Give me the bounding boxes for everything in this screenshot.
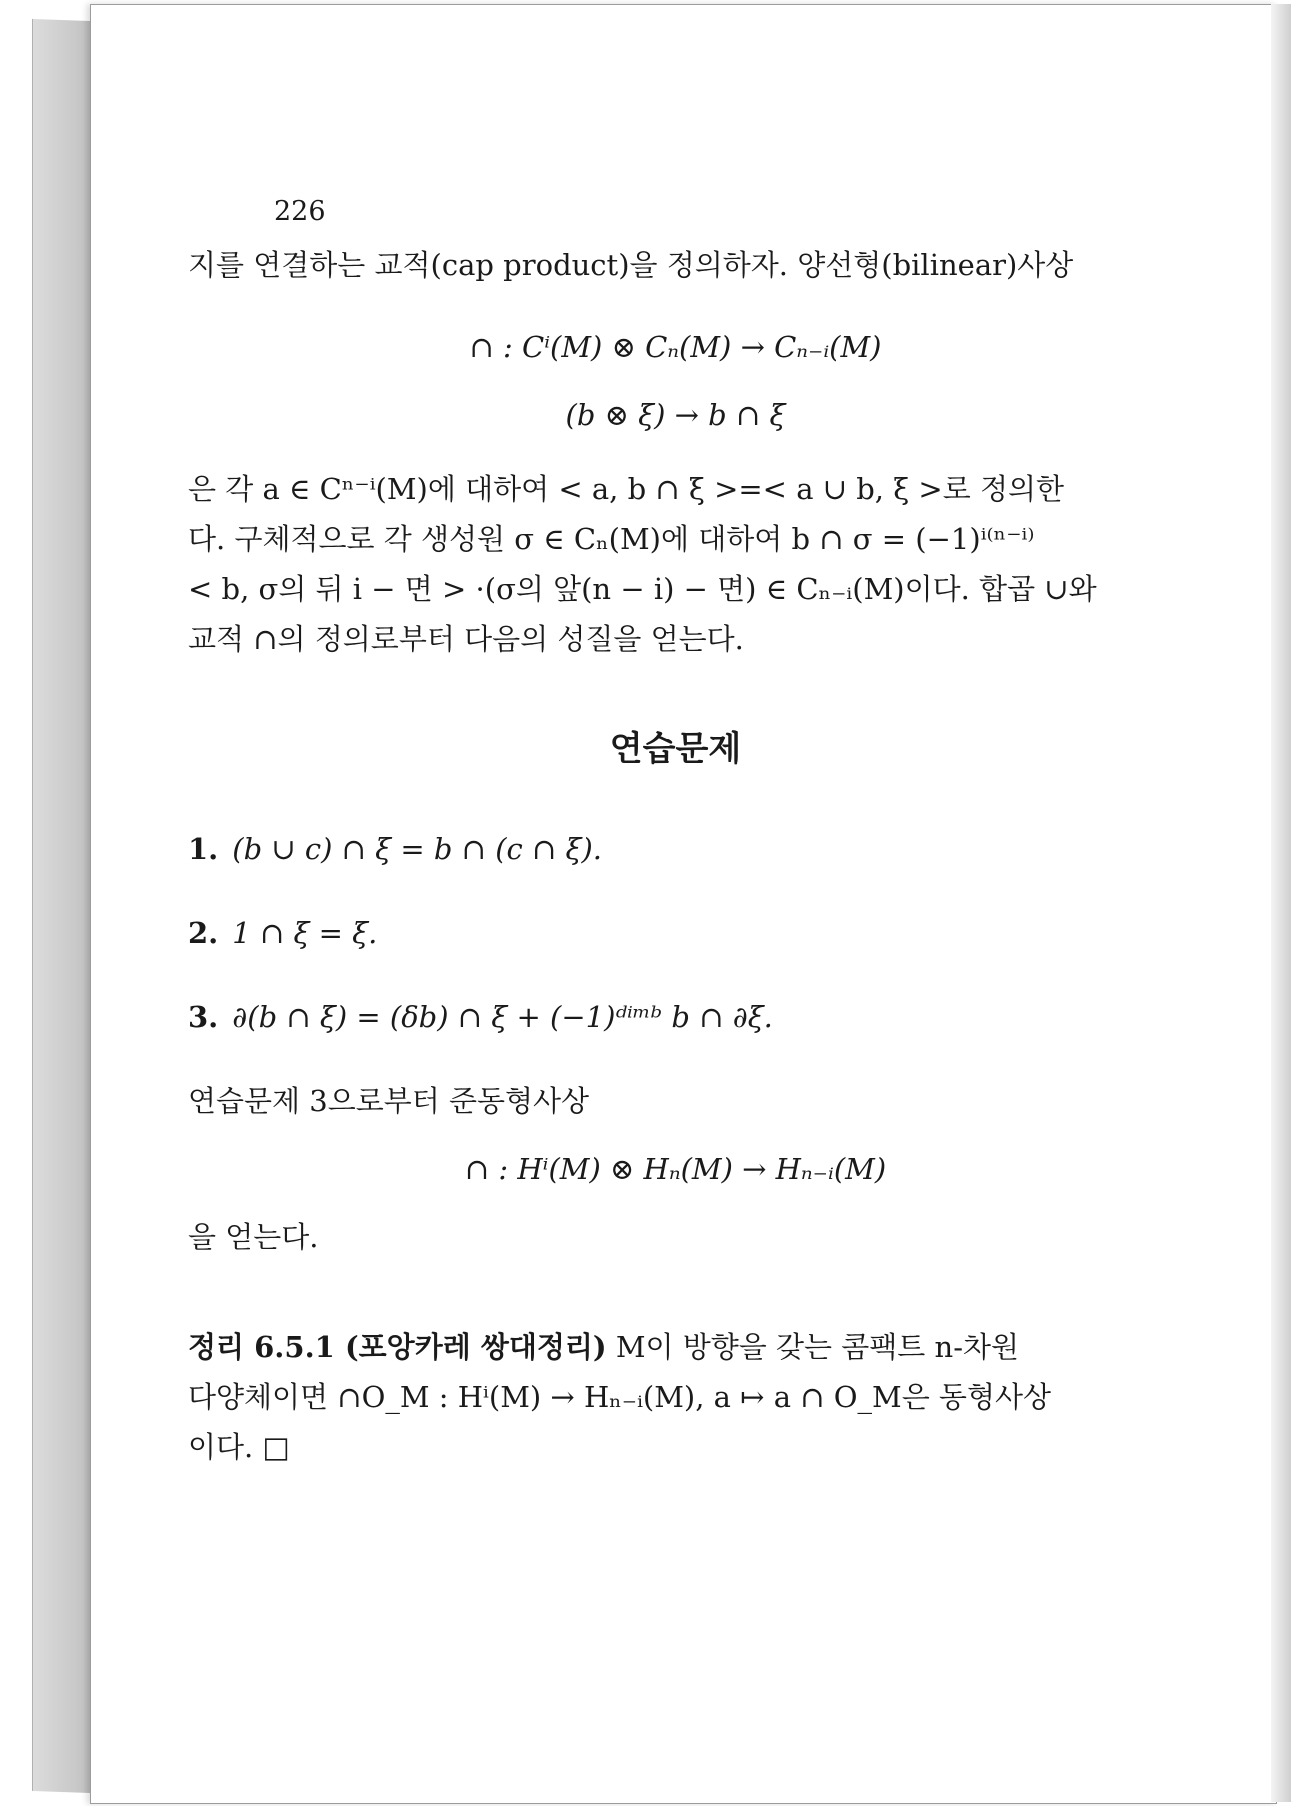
paragraph-2-line-2: 다. 구체적으로 각 생성원 σ ∈ Cₙ(M)에 대하여 b ∩ σ = (−1)ⁱ⁽ⁿ⁻ⁱ⁾ xyxy=(188,522,1035,556)
exercise-text: ∂(b ∩ ξ) = (δb) ∩ ξ + (−1)ᵈⁱᵐᵇ b ∩ ∂ξ. xyxy=(232,1000,773,1034)
exercise-number: 3. xyxy=(188,1000,219,1034)
section-heading: 연습문제 xyxy=(609,729,742,769)
exercise-number: 2. xyxy=(188,916,219,950)
theorem-label: 정리 6.5.1 (포앙카레 쌍대정리) xyxy=(188,1330,607,1364)
exercise-3 xyxy=(188,992,1163,1042)
exercise-text: 1 ∩ ξ = ξ. xyxy=(232,916,378,950)
page-number: 226 xyxy=(274,196,326,227)
exercise-1 xyxy=(188,824,1163,874)
exercise-text: (b ∪ c) ∩ ξ = b ∩ (c ∩ ξ). xyxy=(232,832,602,866)
book-spine xyxy=(32,19,93,1793)
exercise-2 xyxy=(188,908,1163,958)
paragraph-2-line-1: 은 각 a ∈ Cⁿ⁻ⁱ(M)에 대하여 < a, b ∩ ξ >=< a ∪ b, ξ >로 정의한 xyxy=(188,472,1064,506)
page-content xyxy=(188,190,1163,1472)
equation-cap-product: ∩ : Cⁱ(M) ⊗ Cₙ(M) → Cₙ₋ᵢ(M) xyxy=(469,330,882,364)
theorem xyxy=(188,1322,1163,1372)
theorem-line-3: 이다. □ xyxy=(188,1430,290,1464)
paragraph-4: 을 얻는다. xyxy=(188,1220,319,1254)
paragraph-1: 지를 연결하는 교적(cap product)을 정의하자. 양선형(bilinear)사상 xyxy=(188,248,1074,282)
theorem-line-1: M이 방향을 갖는 콤팩트 n-차원 xyxy=(606,1330,1020,1364)
paragraph-3: 연습문제 3으로부터 준동형사상 xyxy=(188,1084,590,1118)
paragraph-2-line-4: 교적 ∩의 정의로부터 다음의 성질을 얻는다. xyxy=(188,622,744,656)
theorem-line-2: 다양체이면 ∩O_M : Hⁱ(M) → Hₙ₋ᵢ(M), a ↦ a ∩ O_M은 동형사상 xyxy=(188,1380,1051,1414)
equation-homology-cap: ∩ : Hⁱ(M) ⊗ Hₙ(M) → Hₙ₋ᵢ(M) xyxy=(464,1152,887,1186)
page-edge xyxy=(1271,4,1291,1802)
paragraph-2-line-3: < b, σ의 뒤 i − 면 > ·(σ의 앞(n − i) − 면) ∈ Cₙ₋ᵢ(M)이다. 합곱 ∪와 xyxy=(188,572,1097,606)
equation-map: (b ⊗ ξ) → b ∩ ξ xyxy=(565,398,786,432)
exercise-number: 1. xyxy=(188,832,219,866)
